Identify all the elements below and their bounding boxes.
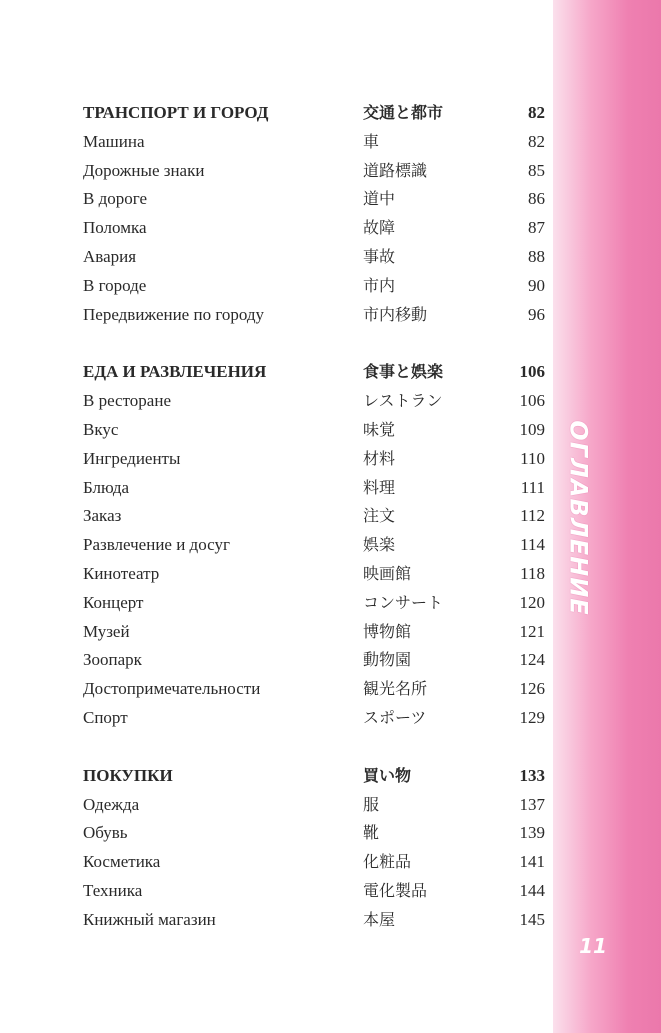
entry-title-ru: Передвижение по городу xyxy=(83,304,265,324)
section-title-jp: 食事と娯楽 xyxy=(363,362,444,382)
toc-entry[interactable] xyxy=(83,646,545,675)
entry-title-jp: 観光名所 xyxy=(363,679,428,699)
entry-page-number: 145 xyxy=(519,909,545,929)
entry-title-jp: 化粧品 xyxy=(363,852,412,872)
toc-entry[interactable] xyxy=(83,877,545,906)
entry-page-number: 120 xyxy=(519,592,545,612)
toc-entry[interactable] xyxy=(83,128,545,157)
section-heading[interactable] xyxy=(83,99,545,128)
entry-page-number: 109 xyxy=(519,419,545,439)
toc-entry[interactable] xyxy=(83,445,545,474)
entry-title-ru: Зоопарк xyxy=(83,650,142,670)
entry-title-ru: Концерт xyxy=(83,592,144,612)
entry-page-number: 111 xyxy=(520,477,545,497)
entry-page-number: 86 xyxy=(528,189,545,209)
entry-title-ru: В ресторане xyxy=(83,391,171,411)
entry-title-jp: 靴 xyxy=(363,823,380,843)
section-title-ru: ЕДА И РАЗВЛЕЧЕНИЯ xyxy=(83,362,267,382)
entry-page-number: 126 xyxy=(519,679,545,699)
entry-title-jp: 本屋 xyxy=(363,909,396,929)
toc-entry[interactable] xyxy=(83,819,545,848)
section-heading[interactable] xyxy=(83,762,545,791)
entry-title-ru: Косметика xyxy=(83,852,161,872)
toc-entry[interactable] xyxy=(83,560,545,589)
entry-title-jp: 博物館 xyxy=(363,621,412,641)
toc-entry[interactable] xyxy=(83,589,545,618)
entry-page-number: 90 xyxy=(528,275,545,295)
entry-title-jp: 動物園 xyxy=(363,650,412,670)
toc-entry[interactable] xyxy=(83,675,545,704)
side-title xyxy=(553,418,605,618)
side-title-text: ОГЛАВЛЕНИЕ xyxy=(565,420,594,616)
entry-title-ru: Ингредиенты xyxy=(83,448,181,468)
toc-entry[interactable] xyxy=(83,301,545,330)
entry-title-ru: В дороге xyxy=(83,189,148,209)
toc-entry[interactable] xyxy=(83,502,545,531)
entry-title-jp: 材料 xyxy=(363,448,396,468)
entry-title-ru: Спорт xyxy=(83,707,128,727)
entry-title-ru: Вкус xyxy=(83,419,119,439)
entry-title-ru: Техника xyxy=(83,880,143,900)
entry-title-ru: Заказ xyxy=(83,506,122,526)
entry-title-jp: 道中 xyxy=(363,189,396,209)
entry-page-number: 112 xyxy=(520,506,545,526)
section-page-number: 82 xyxy=(528,103,545,122)
entry-title-jp: 市内移動 xyxy=(363,304,428,324)
entry-title-jp: 映画館 xyxy=(363,563,412,583)
toc-entry[interactable] xyxy=(83,416,545,445)
entry-page-number: 88 xyxy=(528,246,545,266)
entry-title-jp: 道路標識 xyxy=(363,160,428,180)
entry-title-ru: Авария xyxy=(83,246,137,266)
toc-section xyxy=(83,358,545,732)
table-of-contents xyxy=(83,99,545,964)
entry-page-number: 144 xyxy=(519,880,545,900)
toc-entry[interactable] xyxy=(83,474,545,503)
entry-title-ru: Одежда xyxy=(83,794,140,814)
toc-entry[interactable] xyxy=(83,531,545,560)
section-title-jp: 交通と都市 xyxy=(363,103,444,122)
entry-title-ru: Дорожные знаки xyxy=(83,160,205,180)
entry-page-number: 118 xyxy=(520,563,545,583)
entry-title-ru: Блюда xyxy=(83,477,130,497)
entry-title-ru: Поломка xyxy=(83,218,147,238)
toc-entry[interactable] xyxy=(83,618,545,647)
entry-page-number: 139 xyxy=(519,823,545,843)
entry-title-jp: 娯楽 xyxy=(363,535,396,555)
section-heading[interactable] xyxy=(83,358,545,387)
entry-page-number: 87 xyxy=(528,218,545,238)
section-page-number: 106 xyxy=(519,362,545,382)
entry-page-number: 82 xyxy=(528,131,545,151)
section-title-jp: 買い物 xyxy=(363,765,412,785)
entry-title-ru: Машина xyxy=(83,131,145,151)
page-number: 11 xyxy=(579,934,607,958)
entry-title-ru: Достопримечательности xyxy=(83,679,261,699)
entry-title-jp: 車 xyxy=(363,131,380,151)
entry-page-number: 141 xyxy=(519,852,545,872)
toc-entry[interactable] xyxy=(83,791,545,820)
entry-title-ru: Развлечение и досуг xyxy=(83,535,230,555)
entry-page-number: 96 xyxy=(528,304,545,324)
section-title-ru: ПОКУПКИ xyxy=(83,765,173,785)
entry-title-jp: 事故 xyxy=(363,246,396,266)
section-title-ru: ТРАНСПОРТ И ГОРОД xyxy=(83,103,269,122)
section-page-number: 133 xyxy=(519,765,545,785)
toc-entry[interactable] xyxy=(83,214,545,243)
toc-entry[interactable] xyxy=(83,906,545,935)
entry-title-jp: 味覚 xyxy=(363,419,396,439)
entry-page-number: 124 xyxy=(519,650,545,670)
entry-page-number: 114 xyxy=(520,535,545,555)
entry-title-jp: レストラン xyxy=(363,391,443,411)
entry-page-number: 137 xyxy=(519,794,545,814)
entry-title-ru: В городе xyxy=(83,275,147,295)
entry-page-number: 129 xyxy=(519,707,545,727)
toc-section xyxy=(83,99,545,329)
toc-section xyxy=(83,762,545,935)
toc-entry[interactable] xyxy=(83,272,545,301)
toc-entry[interactable] xyxy=(83,243,545,272)
entry-page-number: 110 xyxy=(520,448,545,468)
toc-entry[interactable] xyxy=(83,157,545,186)
entry-title-jp: 故障 xyxy=(363,218,396,238)
entry-title-jp: 電化製品 xyxy=(363,880,428,900)
entry-title-jp: 料理 xyxy=(363,477,396,497)
entry-title-ru: Книжный магазин xyxy=(83,909,216,929)
toc-entry[interactable] xyxy=(83,848,545,877)
entry-title-ru: Кинотеатр xyxy=(83,563,160,583)
entry-page-number: 106 xyxy=(519,391,545,411)
entry-title-jp: スポーツ xyxy=(363,707,427,727)
toc-entry[interactable] xyxy=(83,185,545,214)
entry-page-number: 85 xyxy=(528,160,545,180)
entry-page-number: 121 xyxy=(519,621,545,641)
entry-title-jp: 服 xyxy=(363,794,380,814)
toc-entry[interactable] xyxy=(83,387,545,416)
entry-title-ru: Обувь xyxy=(83,823,128,843)
toc-entry[interactable] xyxy=(83,704,545,733)
entry-title-jp: コンサート xyxy=(363,592,444,612)
entry-title-ru: Музей xyxy=(83,621,130,641)
entry-title-jp: 市内 xyxy=(363,275,396,295)
entry-title-jp: 注文 xyxy=(363,506,396,526)
